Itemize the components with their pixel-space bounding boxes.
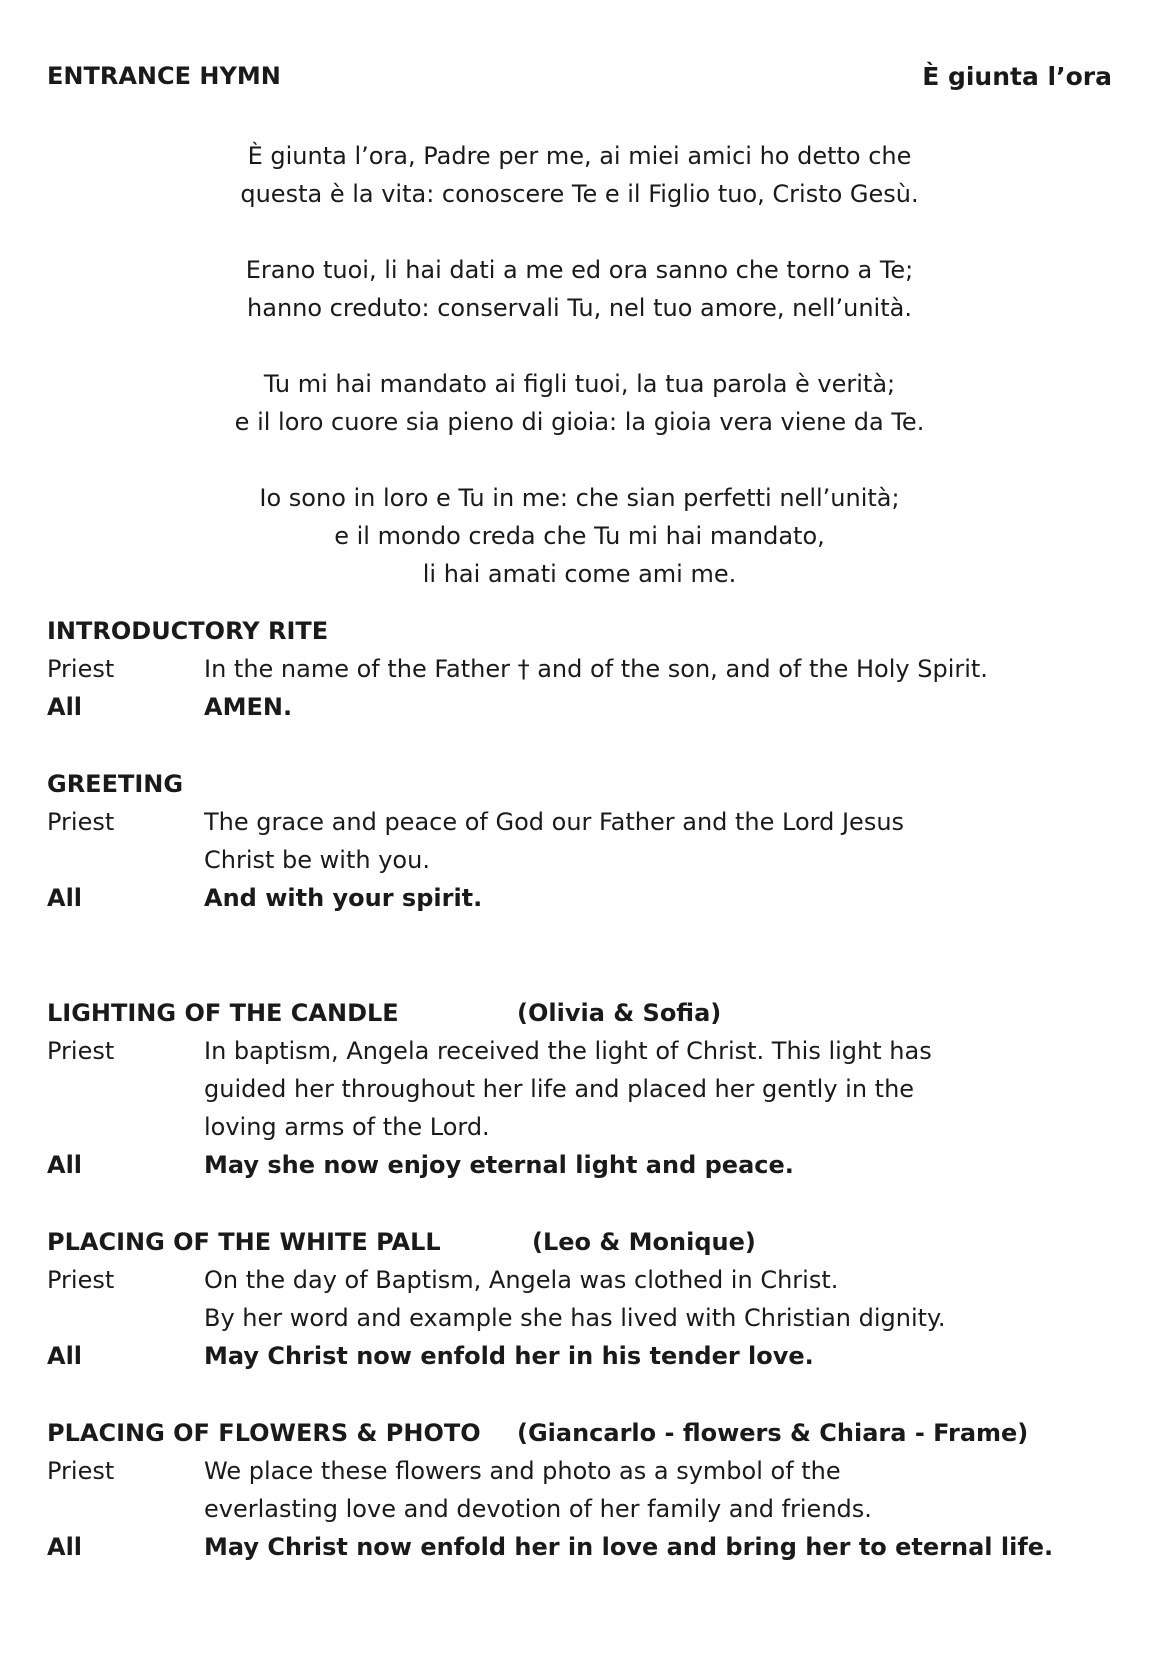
hymn-line: Io sono in loro e Tu in me: che sian perfetti nell’unità; (259, 484, 900, 512)
section-heading (47, 765, 1112, 803)
all-response: May she now enjoy eternal light and peace. (204, 1151, 794, 1179)
all-response: And with your spirit. (204, 884, 483, 912)
hymn-line: Erano tuoi, li hai dati a me ed ora sanno che torno a Te; (245, 256, 914, 284)
participants: (Olivia & Sofia) (517, 999, 722, 1027)
heading-text: LIGHTING OF THE CANDLE (47, 999, 399, 1027)
all-response: AMEN. (204, 693, 293, 721)
introductory-rite-section (47, 612, 1112, 726)
priest-row (47, 650, 1112, 688)
priest-row (47, 1452, 1112, 1528)
section-heading (47, 1223, 1112, 1261)
hymn-stanza (47, 137, 1112, 213)
speaker-label: All (47, 1533, 83, 1561)
hymn-stanza (47, 365, 1112, 441)
hymn-line: e il mondo creda che Tu mi hai mandato, (334, 522, 825, 550)
speaker-label: All (47, 1151, 83, 1179)
speaker-label: All (47, 693, 83, 721)
hymn-stanza (47, 479, 1112, 593)
speaker-label: Priest (47, 1037, 115, 1065)
priest-line: loving arms of the Lord. (204, 1113, 490, 1141)
priest-line: Christ be with you. (204, 846, 430, 874)
priest-line: We place these flowers and photo as a symbol of the (204, 1457, 841, 1485)
heading-text: PLACING OF FLOWERS & PHOTO (47, 1419, 481, 1447)
speaker-label: Priest (47, 808, 115, 836)
candle-section (47, 994, 1112, 1184)
hymn-line: È giunta l’ora, Padre per me, ai miei amici ho detto che (247, 142, 912, 170)
all-response: May Christ now enfold her in love and bring her to eternal life. (204, 1533, 1054, 1561)
priest-line: By her word and example she has lived with Christian dignity. (204, 1304, 946, 1332)
speaker-label: All (47, 1342, 83, 1370)
priest-row (47, 803, 1112, 879)
hymn-line: questa è la vita: conoscere Te e il Figlio tuo, Cristo Gesù. (240, 180, 919, 208)
hymn-line: li hai amati come ami me. (422, 560, 737, 588)
hymn-line: hanno creduto: conservali Tu, nel tuo amore, nell’unità. (247, 294, 912, 322)
all-row (47, 879, 1112, 917)
all-row (47, 1528, 1112, 1566)
speaker-label: Priest (47, 1266, 115, 1294)
greeting-section (47, 765, 1112, 917)
all-response: May Christ now enfold her in his tender love. (204, 1342, 814, 1370)
priest-line: In the name of the Father † and of the son, and of the Holy Spirit. (204, 655, 988, 683)
priest-row (47, 1261, 1112, 1337)
section-title: ENTRANCE HYMN (47, 62, 281, 90)
priest-line: everlasting love and devotion of her family and friends. (204, 1495, 872, 1523)
flowers-photo-section (47, 1414, 1112, 1566)
section-heading (47, 994, 1112, 1032)
priest-line: guided her throughout her life and placed her gently in the (204, 1075, 915, 1103)
white-pall-section (47, 1223, 1112, 1375)
hymn-title: È giunta l’ora (922, 62, 1112, 91)
priest-line: In baptism, Angela received the light of Christ. This light has (204, 1037, 932, 1065)
all-row (47, 688, 1112, 726)
heading-text: INTRODUCTORY RITE (47, 617, 329, 645)
hymn-line: e il loro cuore sia pieno di gioia: la gioia vera viene da Te. (234, 408, 925, 436)
section-heading (47, 1414, 1112, 1452)
heading-text: GREETING (47, 770, 184, 798)
participants: (Giancarlo - flowers & Chiara - Frame) (517, 1419, 1029, 1447)
entrance-hymn-header (47, 62, 1112, 96)
hymn-lyrics (47, 137, 1112, 631)
speaker-label: Priest (47, 655, 115, 683)
all-row (47, 1146, 1112, 1184)
participants: (Leo & Monique) (532, 1228, 756, 1256)
priest-row (47, 1032, 1112, 1146)
all-row (47, 1337, 1112, 1375)
hymn-stanza (47, 251, 1112, 327)
hymn-line: Tu mi hai mandato ai figli tuoi, la tua parola è verità; (263, 370, 896, 398)
priest-line: The grace and peace of God our Father and the Lord Jesus (204, 808, 905, 836)
speaker-label: All (47, 884, 83, 912)
section-heading (47, 612, 1112, 650)
speaker-label: Priest (47, 1457, 115, 1485)
priest-line: On the day of Baptism, Angela was clothed in Christ. (204, 1266, 839, 1294)
heading-text: PLACING OF THE WHITE PALL (47, 1228, 441, 1256)
